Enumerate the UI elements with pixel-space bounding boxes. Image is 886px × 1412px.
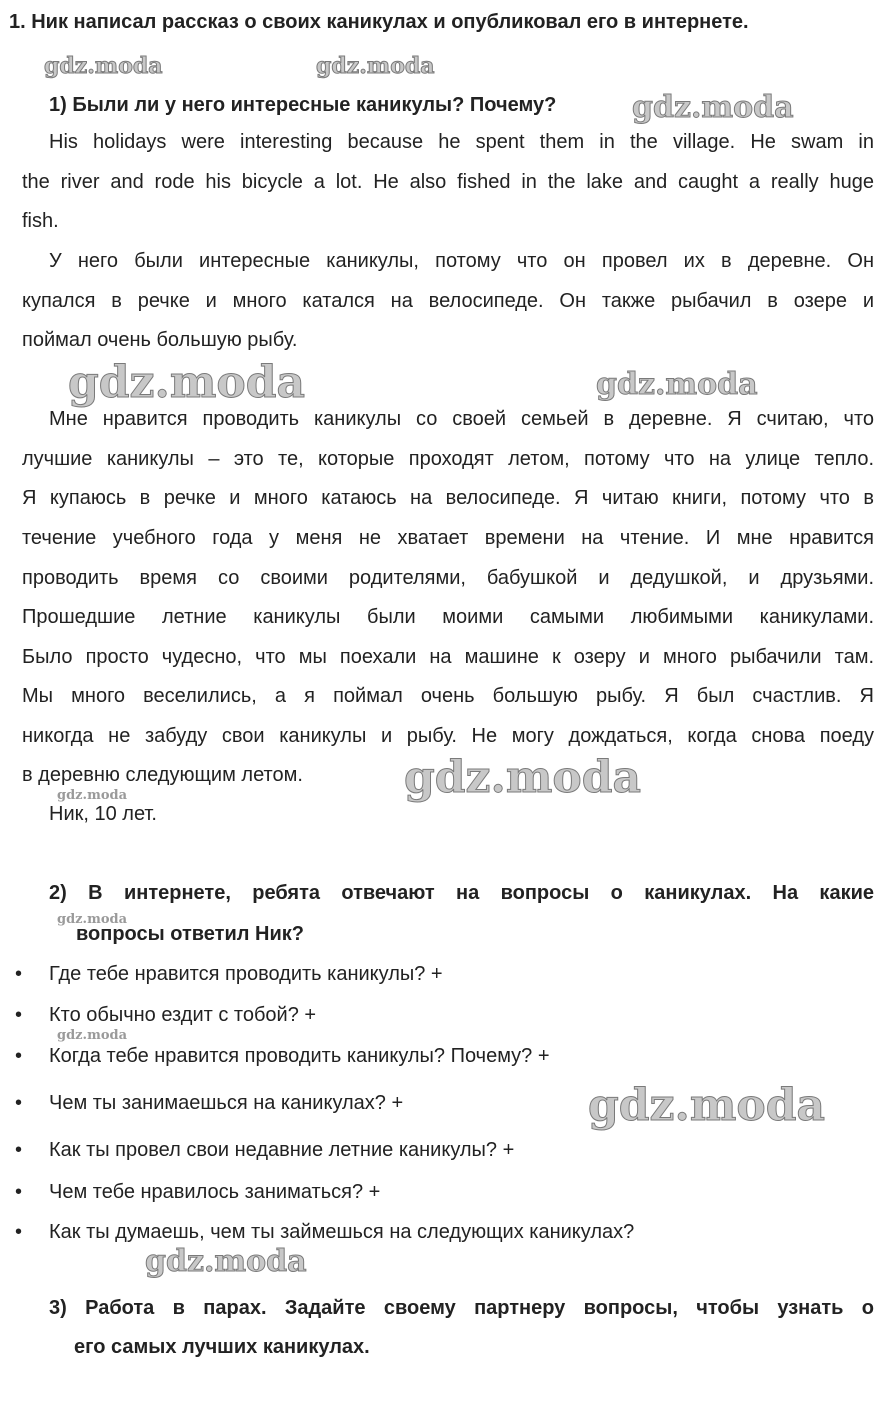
bullet-icon: • — [15, 1181, 23, 1203]
story-signature: Ник, 10 лет. — [49, 803, 157, 825]
watermark: gdz.moda — [588, 1080, 826, 1131]
watermark: gdz.moda — [57, 788, 128, 803]
watermark: gdz.moda — [44, 53, 163, 79]
bullet-icon: • — [15, 1139, 23, 1161]
task3-heading-line-1: 3) Работа в парах. Задайте своему партнеру вопросы, чтобы узнать о — [49, 1297, 874, 1319]
watermark: gdz.moda — [596, 367, 758, 402]
russian-answer-line-2: купался в речке и много катался на велосипеде. Он также рыбачил в озере и — [22, 290, 874, 312]
task3-heading-line-2: его самых лучших каникулах. — [74, 1336, 370, 1358]
story-line-4: течение учебного года у меня не хватает времени на чтение. И мне нравится — [22, 527, 874, 549]
bullet-icon: • — [15, 1092, 23, 1114]
story-line-7: Было просто чудесно, что мы поехали на машине к озеру и много рыбачили там. — [22, 646, 874, 668]
story-line-1: Мне нравится проводить каникулы со своей семьей в деревне. Я считаю, что — [49, 408, 874, 430]
russian-answer-line-1: У него были интересные каникулы, потому что он провел их в деревне. Он — [49, 250, 874, 272]
bullet-icon: • — [15, 1045, 23, 1067]
watermark: gdz.moda — [632, 90, 794, 125]
bullet-icon: • — [15, 963, 23, 985]
watermark: gdz.moda — [145, 1244, 307, 1279]
story-line-9: никогда не забуду свои каникулы и рыбу. Не могу дождаться, когда снова поеду — [22, 725, 874, 747]
question-1: 1) Были ли у него интересные каникулы? Почему? — [49, 94, 557, 116]
russian-answer-line-3: поймал очень большую рыбу. — [22, 329, 298, 351]
bullet-icon: • — [15, 1004, 23, 1026]
story-line-6: Прошедшие летние каникулы были моими самыми любимыми каникулами. — [22, 606, 874, 628]
story-line-3: Я купаюсь в речке и много катаюсь на велосипеде. Я читаю книги, потому что в — [22, 487, 874, 509]
question-item-6: Чем тебе нравилось заниматься? + — [49, 1181, 381, 1203]
question-item-1: Где тебе нравится проводить каникулы? + — [49, 963, 443, 985]
task1-heading: 1. Ник написал рассказ о своих каникулах и опубликовал его в интернете. — [9, 11, 749, 33]
question-item-2: Кто обычно ездит с тобой? + — [49, 1004, 317, 1026]
watermark: gdz.moda — [57, 1028, 128, 1043]
watermark: gdz.moda — [57, 912, 128, 927]
question-item-5: Как ты провел свои недавние летние каникулы? + — [49, 1139, 515, 1161]
watermark: gdz.moda — [68, 357, 306, 408]
english-answer-line-2: the river and rode his bicycle a lot. He also fished in the lake and caught a really huge — [22, 171, 874, 193]
watermark: gdz.moda — [404, 752, 642, 803]
story-line-8: Мы много веселились, а я поймал очень большую рыбу. Я был счастлив. Я — [22, 685, 874, 707]
english-answer-line-1: His holidays were interesting because he spent them in the village. He swam in — [49, 131, 874, 153]
watermark: gdz.moda — [316, 53, 435, 79]
task2-heading-line-2: вопросы ответил Ник? — [76, 923, 304, 945]
story-line-10: в деревню следующим летом. — [22, 764, 303, 786]
question-item-7: Как ты думаешь, чем ты займешься на следующих каникулах? — [49, 1221, 635, 1243]
bullet-icon: • — [15, 1221, 23, 1243]
question-item-4: Чем ты занимаешься на каникулах? + — [49, 1092, 404, 1114]
task2-heading-line-1: 2) В интернете, ребята отвечают на вопросы о каникулах. На какие — [49, 882, 874, 904]
english-answer-line-3: fish. — [22, 210, 59, 232]
story-line-5: проводить время со своими родителями, бабушкой и дедушкой, и друзьями. — [22, 567, 874, 589]
story-line-2: лучшие каникулы – это те, которые проходят летом, потому что на улице тепло. — [22, 448, 874, 470]
question-item-3: Когда тебе нравится проводить каникулы? Почему? + — [49, 1045, 550, 1067]
